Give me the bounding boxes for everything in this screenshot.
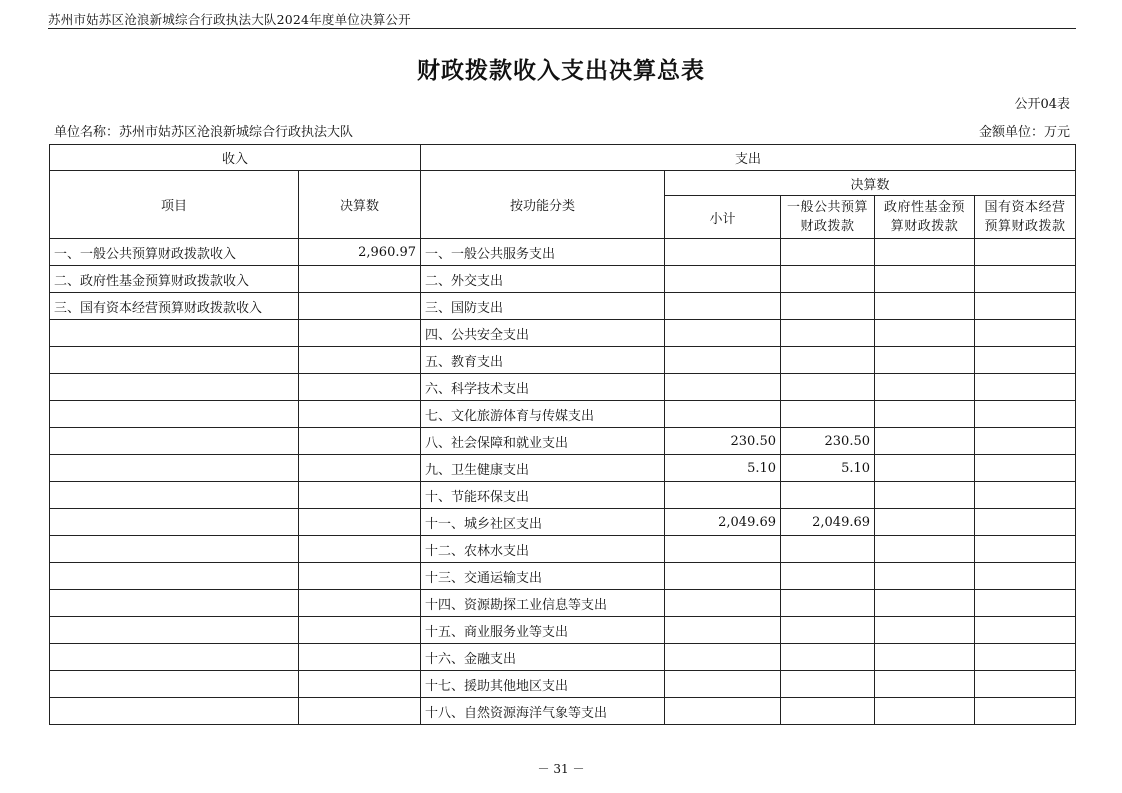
income-item-cell [50,698,299,725]
table-row [50,590,1076,617]
page-title: 财政拨款收入支出决算总表 [417,58,705,84]
income-item-cell [50,347,299,374]
running-header: 苏州市姑苏区沧浪新城综合行政执法大队2024年度单位决算公开 [48,12,411,27]
subtotal-cell [665,374,781,401]
state-capital-cell [975,266,1076,293]
general-budget-cell [781,239,875,266]
gov-fund-cell [875,698,975,725]
table-row [50,239,1076,266]
gov-fund-cell [875,563,975,590]
state-capital-cell [975,293,1076,320]
header-final-amount-group: 决算数 [665,171,1076,196]
table-row [50,536,1076,563]
state-capital-cell [975,428,1076,455]
income-amount-cell [299,347,421,374]
gov-fund-cell [875,401,975,428]
state-capital-cell [975,347,1076,374]
income-amount-cell [299,320,421,347]
general-budget-cell [781,644,875,671]
income-item-cell: 二、政府性基金预算财政拨款收入 [50,266,299,293]
state-capital-cell [975,536,1076,563]
general-budget-cell: 230.50 [781,428,875,455]
income-amount-cell [299,455,421,482]
expense-item-cell: 十四、资源勘探工业信息等支出 [421,590,665,617]
table-row [50,563,1076,590]
income-item-cell [50,455,299,482]
table-row [50,644,1076,671]
general-budget-cell [781,293,875,320]
income-amount-cell [299,428,421,455]
subtotal-cell [665,239,781,266]
general-budget-cell [781,617,875,644]
general-budget-cell [781,536,875,563]
subtotal-cell [665,617,781,644]
expense-item-cell: 四、公共安全支出 [421,320,665,347]
subtotal-cell [665,671,781,698]
income-item-cell [50,563,299,590]
state-capital-cell [975,239,1076,266]
table-row [50,320,1076,347]
income-amount-cell [299,536,421,563]
header-final-amount: 决算数 [299,171,421,239]
state-capital-cell [975,509,1076,536]
expense-item-cell: 八、社会保障和就业支出 [421,428,665,455]
table-row [50,698,1076,725]
expense-item-cell: 六、科学技术支出 [421,374,665,401]
state-capital-cell [975,374,1076,401]
income-item-cell: 三、国有资本经营预算财政拨款收入 [50,293,299,320]
general-budget-cell [781,671,875,698]
income-amount-cell [299,671,421,698]
table-row [50,455,1076,482]
gov-fund-cell [875,455,975,482]
general-budget-cell [781,374,875,401]
income-amount-cell [299,590,421,617]
header-general-budget: 一般公共预算财政拨款 [781,196,875,239]
income-item-cell [50,509,299,536]
general-budget-cell [781,320,875,347]
subtotal-cell: 230.50 [665,428,781,455]
budget-table [49,144,1076,725]
gov-fund-cell [875,266,975,293]
gov-fund-cell [875,644,975,671]
state-capital-cell [975,563,1076,590]
gov-fund-cell [875,590,975,617]
table-row [50,266,1076,293]
expense-item-cell: 十二、农林水支出 [421,536,665,563]
state-capital-cell [975,320,1076,347]
income-item-cell [50,320,299,347]
gov-fund-cell [875,320,975,347]
gov-fund-cell [875,509,975,536]
table-row [50,347,1076,374]
subtotal-cell: 2,049.69 [665,509,781,536]
gov-fund-cell [875,482,975,509]
income-amount-cell [299,293,421,320]
income-amount-cell [299,482,421,509]
gov-fund-cell [875,428,975,455]
income-amount-cell [299,401,421,428]
table-row [50,293,1076,320]
money-unit: 金额单位：万元 [978,125,1070,140]
expense-item-cell: 十七、援助其他地区支出 [421,671,665,698]
header-gov-fund: 政府性基金预算财政拨款 [875,196,975,239]
general-budget-cell: 5.10 [781,455,875,482]
general-budget-cell [781,401,875,428]
expense-item-cell: 十三、交通运输支出 [421,563,665,590]
state-capital-cell [975,482,1076,509]
income-amount-cell [299,644,421,671]
income-amount-cell [299,509,421,536]
income-item-cell [50,374,299,401]
income-item-cell: 一、一般公共预算财政拨款收入 [50,239,299,266]
income-amount-cell [299,698,421,725]
gov-fund-cell [875,536,975,563]
gov-fund-cell [875,347,975,374]
expense-item-cell: 十八、自然资源海洋气象等支出 [421,698,665,725]
state-capital-cell [975,590,1076,617]
state-capital-cell [975,455,1076,482]
general-budget-cell [781,590,875,617]
table-row [50,374,1076,401]
expense-item-cell: 三、国防支出 [421,293,665,320]
table-body [50,239,1076,725]
header-by-function: 按功能分类 [421,171,665,239]
form-number: 公开04表 [1014,97,1070,112]
gov-fund-cell [875,293,975,320]
income-item-cell [50,401,299,428]
subtotal-cell: 5.10 [665,455,781,482]
header-state-capital: 国有资本经营预算财政拨款 [975,196,1076,239]
gov-fund-cell [875,617,975,644]
subtotal-cell [665,293,781,320]
income-item-cell [50,617,299,644]
gov-fund-cell [875,374,975,401]
table-row [50,401,1076,428]
header-item: 项目 [50,171,299,239]
income-amount-cell: 2,960.97 [299,239,421,266]
state-capital-cell [975,671,1076,698]
income-item-cell [50,536,299,563]
state-capital-cell [975,617,1076,644]
subtotal-cell [665,644,781,671]
table-row [50,671,1076,698]
table-row [50,509,1076,536]
income-item-cell [50,482,299,509]
general-budget-cell [781,347,875,374]
state-capital-cell [975,698,1076,725]
expense-item-cell: 十五、商业服务业等支出 [421,617,665,644]
table-row [50,482,1076,509]
subtotal-cell [665,347,781,374]
unit-name: 单位名称：苏州市姑苏区沧浪新城综合行政执法大队 [54,125,354,140]
table-row [50,428,1076,455]
table-row [50,617,1076,644]
subtotal-cell [665,590,781,617]
general-budget-cell [781,266,875,293]
income-amount-cell [299,266,421,293]
income-item-cell [50,590,299,617]
expense-item-cell: 五、教育支出 [421,347,665,374]
gov-fund-cell [875,671,975,698]
page-number: － 31 － [537,762,585,776]
expense-item-cell: 十一、城乡社区支出 [421,509,665,536]
subtotal-cell [665,536,781,563]
general-budget-cell [781,698,875,725]
header-expense: 支出 [421,145,1076,171]
expense-item-cell: 十、节能环保支出 [421,482,665,509]
income-item-cell [50,644,299,671]
state-capital-cell [975,401,1076,428]
general-budget-cell: 2,049.69 [781,509,875,536]
income-amount-cell [299,374,421,401]
subtotal-cell [665,698,781,725]
state-capital-cell [975,644,1076,671]
income-amount-cell [299,563,421,590]
general-budget-cell [781,563,875,590]
income-item-cell [50,671,299,698]
subtotal-cell [665,266,781,293]
gov-fund-cell [875,239,975,266]
expense-item-cell: 九、卫生健康支出 [421,455,665,482]
general-budget-cell [781,482,875,509]
header-subtotal: 小计 [665,196,781,239]
income-item-cell [50,428,299,455]
subtotal-cell [665,401,781,428]
expense-item-cell: 一、一般公共服务支出 [421,239,665,266]
header-rule [48,28,1076,29]
income-amount-cell [299,617,421,644]
subtotal-cell [665,320,781,347]
subtotal-cell [665,482,781,509]
header-income: 收入 [50,145,421,171]
subtotal-cell [665,563,781,590]
expense-item-cell: 七、文化旅游体育与传媒支出 [421,401,665,428]
expense-item-cell: 二、外交支出 [421,266,665,293]
expense-item-cell: 十六、金融支出 [421,644,665,671]
